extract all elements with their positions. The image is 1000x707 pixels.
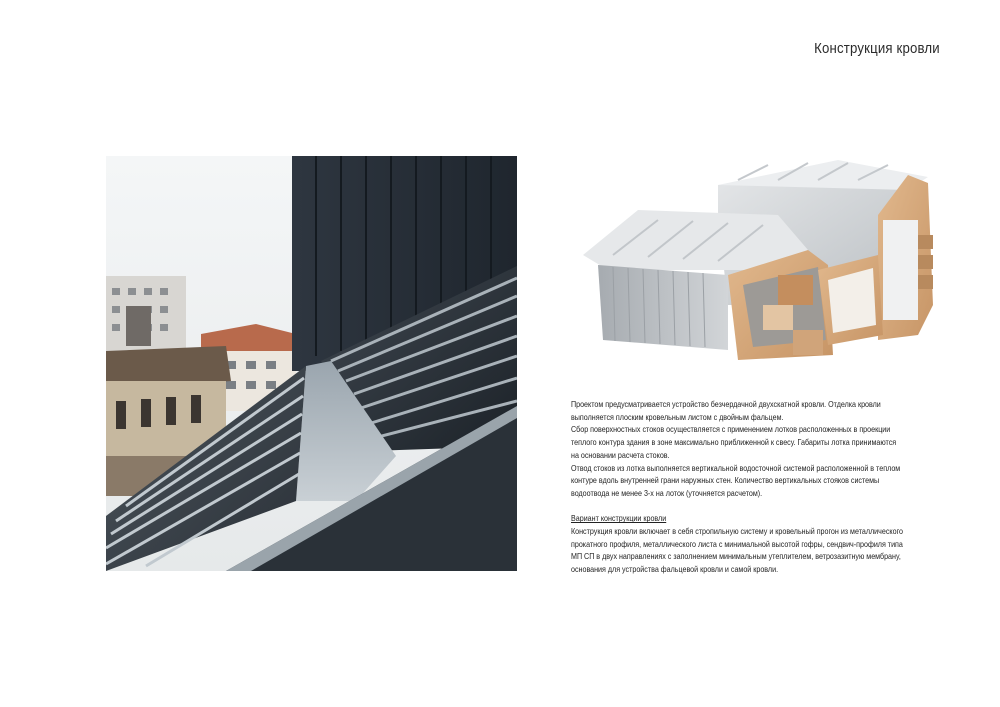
roof-gutter-photo <box>106 156 517 571</box>
variant-line: МП СП в двух направлениях с заполнением минимальным утеплителем, ветрозазитную мембрану, <box>571 551 901 562</box>
variant-line: основания для устройства фальцевой кровли и самой кровли. <box>571 564 779 575</box>
variant-line: прокатного профиля, металлического листа с минимальной высотой гофры, сендвич-профиля типа <box>571 538 903 549</box>
intro-line: водоотвода не менее 3-х на лоток (уточняется расчетом). <box>571 487 763 498</box>
intro-line: выполняется плоским кровельным листом с двойным фальцем. <box>571 411 784 422</box>
page-title: Конструкция кровли <box>814 40 940 57</box>
description-text <box>571 398 943 576</box>
intro-line: Проектом предусматривается устройство безчердачной двухскатной кровли. Отделка кровли <box>571 399 881 409</box>
intro-line: Отвод стоков из лотка выполняется вертикальной водосточной системой расположенной в теплом <box>571 462 901 473</box>
intro-line: на основании расчета стоков. <box>571 449 670 460</box>
intro-line: контуре вдоль внутренней грани наружных стен. Количество вертикальных стояков системы <box>571 475 880 486</box>
roof-construction-render <box>578 155 938 385</box>
variant-line: Конструкция кровли включает в себя стропильную систему и кровельный прогон из металлического <box>571 526 903 537</box>
intro-line: Сбор поверхностных стоков осуществляется с применением лотков расположенных в проекции <box>571 424 891 435</box>
intro-line: теплого контура здания в зоне максимально приближенной к свесу. Габариты лотка принимаются <box>571 437 897 448</box>
variant-heading: Вариант конструкции кровли <box>571 513 667 524</box>
